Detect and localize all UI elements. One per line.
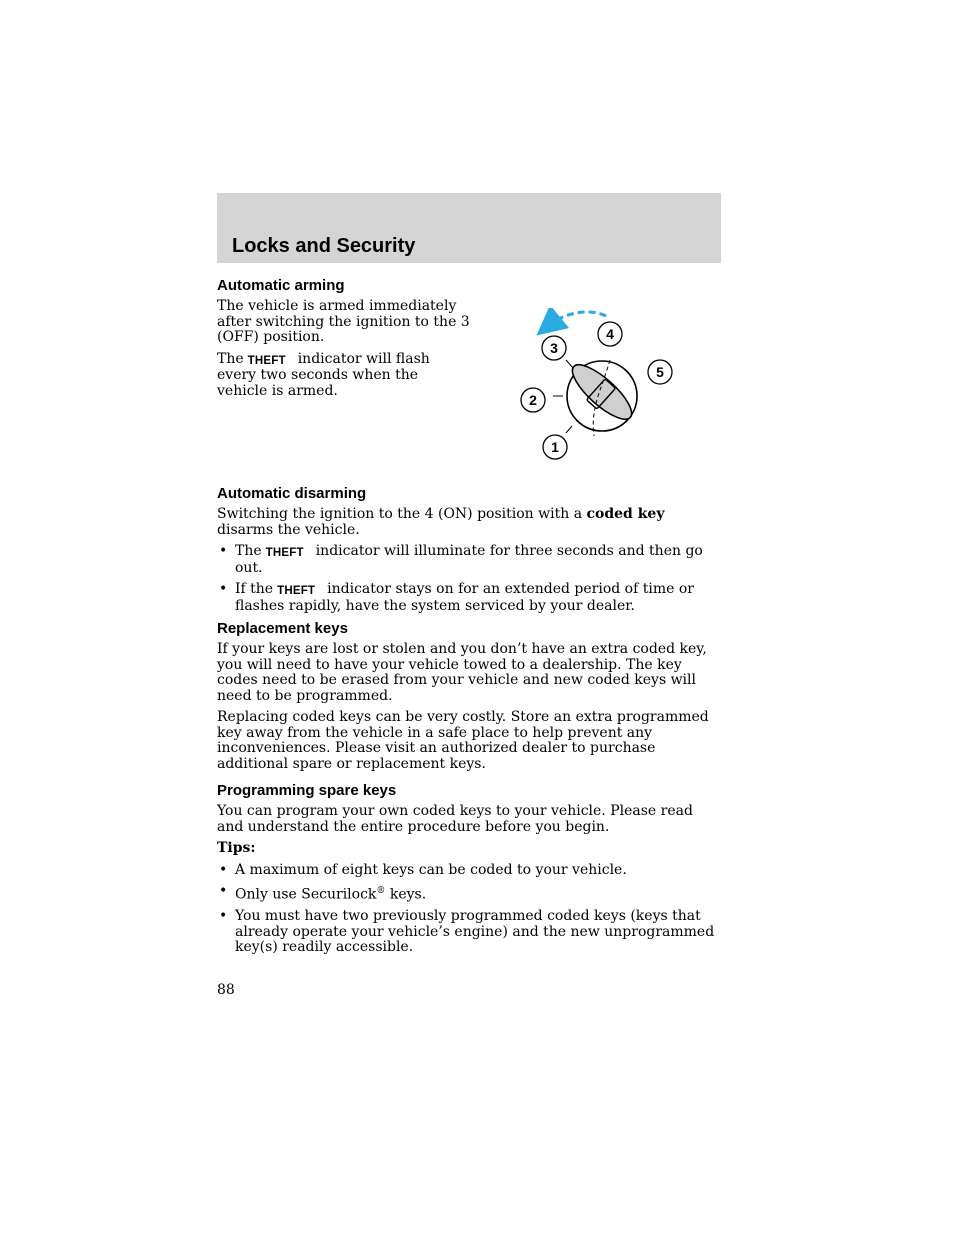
disarming-b1-post: indicator will illuminate for three seconds and then go out. (235, 543, 703, 576)
position-label-5: 5 (656, 364, 664, 380)
page-number: 88 (217, 982, 235, 998)
disarming-b1-pre: The (235, 543, 262, 559)
heading-automatic-arming: Automatic arming (217, 277, 345, 294)
heading-automatic-disarming: Automatic disarming (217, 485, 367, 502)
disarming-bullets (217, 544, 721, 614)
coded-key-term: coded key (586, 506, 665, 522)
tip-2-post: keys. (389, 886, 427, 903)
heading-programming-spare-keys: Programming spare keys (217, 782, 397, 799)
registered-mark: ® (376, 886, 386, 896)
tip-2-pre: Only use Securilock (235, 886, 377, 903)
bullet-dot: • (219, 908, 228, 925)
bullet-dot: • (219, 861, 228, 878)
section-title: Locks and Security (232, 235, 416, 257)
tip-3: You must have two previously programmed coded keys (keys that already operate your vehicle’s engine) and the new unprogrammed key(s) readily accessible. (235, 908, 715, 956)
arming-paragraph-2 (217, 352, 472, 400)
tick-3 (566, 360, 573, 368)
section-header-band (217, 193, 721, 263)
list-item (217, 884, 721, 903)
disarming-b2-pre: If the (235, 581, 274, 597)
position-label-3: 3 (550, 340, 558, 356)
bullet-dot: • (219, 543, 228, 559)
arming-paragraph-1: The vehicle is armed immediately after switching the ignition to the 3 (OFF) position. (217, 298, 470, 345)
position-marker-4 (598, 322, 622, 346)
rotation-arrow (548, 312, 606, 326)
list-item (217, 582, 721, 614)
tips-list (217, 863, 721, 956)
position-marker-3 (542, 336, 566, 360)
list-item (217, 909, 721, 956)
position-label-4: 4 (606, 326, 614, 342)
theft-indicator-label: THEFT (247, 354, 286, 367)
bullet-dot: • (219, 883, 228, 899)
position-marker-1 (543, 435, 567, 459)
replacement-paragraph-2: Replacing coded keys can be very costly. Store an extra programmed key away from the vehicle in a safe place to help prevent any inconveniences. Please visit an authorized dealer to purchase additional spare or replacement keys. (217, 709, 709, 772)
position-marker-2 (521, 388, 545, 412)
theft-indicator-label: THEFT (265, 547, 304, 559)
ignition-switch-diagram (510, 308, 680, 468)
disarming-p1-pre: Switching the ignition to the 4 (ON) position with a (217, 506, 583, 522)
theft-indicator-label: THEFT (277, 585, 316, 597)
replacement-paragraph-1: If your keys are lost or stolen and you don’t have an extra coded key, you will need to have your vehicle towed to a dealership. The key codes need to be erased from your vehicle and new coded keys will need to be programmed. (217, 641, 707, 704)
tip-1: A maximum of eight keys can be coded to your vehicle. (235, 861, 627, 878)
tips-label: Tips: (217, 840, 256, 856)
list-item (217, 863, 721, 879)
heading-replacement-keys: Replacement keys (217, 620, 348, 637)
position-marker-5 (648, 360, 672, 384)
disarming-paragraph (217, 507, 721, 538)
disarming-b2-post: indicator stays on for an extended period of time or flashes rapidly, have the system serviced by your dealer. (235, 581, 694, 614)
bullet-dot: • (219, 581, 228, 597)
arming-p2-pre: The (217, 350, 244, 367)
tick-1 (566, 426, 572, 433)
list-item (217, 544, 721, 576)
disarming-p1-post: disarms the vehicle. (217, 521, 360, 538)
position-label-1: 1 (551, 439, 559, 455)
programming-paragraph: You can program your own coded keys to your vehicle. Please read and understand the entire procedure before you begin. (217, 803, 693, 835)
arming-p2-post: indicator will flash every two seconds when the vehicle is armed. (217, 350, 430, 399)
position-label-2: 2 (529, 392, 537, 408)
